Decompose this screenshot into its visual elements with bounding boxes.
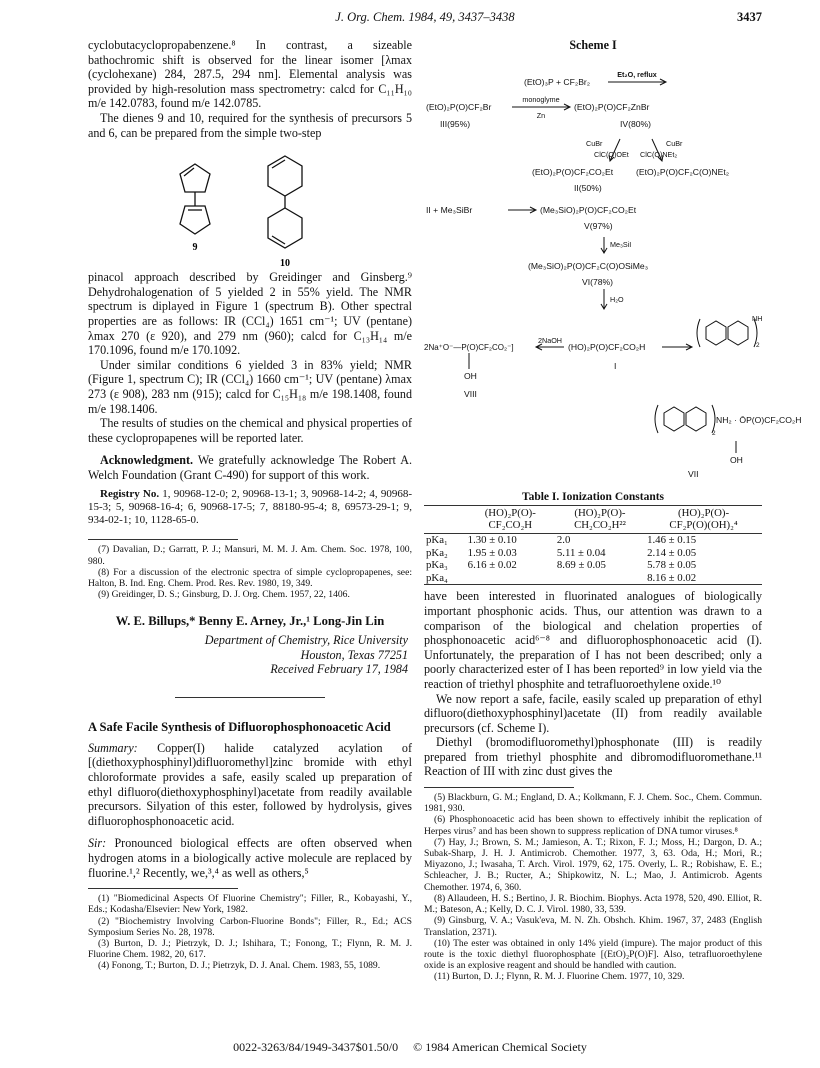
dienes-structures: [150, 146, 350, 270]
scheme-text: Zn: [536, 110, 546, 120]
paragraph: The results of studies on the chemical and physical properties of these cyclopropapenes will be reported later.: [88, 416, 412, 445]
ring: [706, 321, 726, 345]
table-header: [424, 506, 466, 534]
table-header: (HO)₂P(O)- CF₂CO₂H: [466, 506, 555, 534]
scheme-text: monoglyme: [522, 94, 560, 104]
scheme-title: Scheme I: [569, 38, 617, 52]
scheme-text: Et₂O, reflux: [617, 69, 657, 79]
paragraph: Diethyl (bromodifluoromethyl)phosphonate (III) is readily prepared from triethyl phosphite and dibromodifluoromethane.¹¹ Reaction of III with zinc dust gives the: [424, 735, 762, 779]
table-row: pKa₁ 1.30 ± 0.10 2.0 1.46 ± 0.15: [426, 533, 697, 546]
scheme-text: 2: [712, 429, 716, 437]
table-header-row: [424, 506, 762, 534]
footnote: (8) For a discussion of the electronic spectra of simple cyclopropapenes, see: Halton, B. Ind. Eng. Chem. Prod. Res. Rev. 1980, 19, 349.: [88, 566, 412, 590]
paragraph: cyclobutacyclopropabenzene.⁸ In contrast, a sizeable bathochromic shift is observed for the linear isomer [λmax (cyclohexane) 284, 287.5, 294 nm]. Elemental analysis was provided by high-resolution mass spectrometry: calcd for C₁₁H₁₀ m/e 142.0783, found m/e 142.0785.: [88, 38, 412, 111]
ring: [728, 321, 748, 345]
summary: Summary: Copper(I) halide catalyzed acylation of [(diethoxyphosphinyl)difluoromethyl]zinc bromide with ethyl chloroformate provides a safe, easily scaled up preparation of ethyl difluoro(diethoxyphosphinyl)acetate from readily available precursors. Silyation of this ester, followed by hydrolysis, gives difluorophosphonoacetic acid.: [88, 740, 412, 828]
scheme-text: CuBr: [586, 138, 603, 148]
authors: W. E. Billups,* Benny E. Arney, Jr.,¹ Long-Jin Lin: [115, 614, 385, 629]
sir-paragraph: Sir: Pronounced biological effects are often observed when hydrogen atoms in a biologically active molecule are replaced by fluorine.¹,² Recently, we,³,⁴ as well as others,⁵: [88, 836, 412, 880]
ring: [180, 164, 210, 192]
scheme-text: ClC(O)OEt: [594, 149, 629, 159]
compound-label: IV(80%): [620, 118, 652, 129]
scheme-text: (EtO)₂P(O)CF₂CO₂Et: [532, 166, 614, 177]
scheme-text: Me₃SiI: [610, 239, 632, 249]
acknowledgment: Acknowledgment. We gratefully acknowledge The Robert A. Welch Foundation (Grant C-490) for support of this work.: [88, 453, 412, 482]
paragraph: Under similar conditions 6 yielded 3 in 83% yield; NMR (Figure 1, spectrum C); IR (CCl₄) 1660 cm⁻¹; UV (pentane) λmax 273 (ε 908), 283 nm (915); calcd for C₁₅H₁₈ m/e 198.1408, found m/e 198.1406.: [88, 357, 412, 416]
scheme-text: (EtO)₂P(O)CF₂Br: [426, 101, 492, 112]
footnote: (4) Fonong, T.; Burton, D. J.; Pietrzyk, D. J. Anal. Chem. 1983, 55, 1089.: [98, 960, 381, 972]
footnote: (2) "Biochemistry Involving Carbon-Fluorine Bonds"; Filler, R., Ed.; ACS Symposium Series No. 28, 1978.: [88, 915, 412, 938]
scheme-text: 2: [756, 341, 760, 349]
footnote: (10) The ester was obtained in only 14% yield (impure). The major product of this route is the toxic diethyl fluorophosphate [(EtO)₂P(O)F]. Also, tetrafluoroethylene oxide is an explosive reagent and should be handled with caution.: [424, 937, 762, 972]
scheme-text: ClC(O)NEt₂: [640, 149, 678, 159]
ring: [686, 407, 706, 431]
footnote-rule: [88, 888, 238, 889]
table-row: pKa₃ 6.16 ± 0.02 8.69 ± 0.05 5.78 ± 0.05: [426, 559, 697, 572]
price-code: 0022-3263/84/1949-3437$01.50/0: [233, 1040, 399, 1054]
footnote-rule: [88, 539, 238, 540]
footnote: (9) Ginsburg, V. A.; Vasuk'eva, M. N. Zh. Obshch. Khim. 1967, 37, 2483 (English Translation, 2371).: [424, 915, 762, 938]
footnote: (8) Allaudeen, H. S.; Bertino, J. R. Biochim. Biophys. Acta 1978, 520, 490. Elliot, R. M.; Bateson, A.; Kelly, D. C. J. Virol. 1980, 33, 539.: [424, 892, 762, 916]
compound-label: VI(78%): [582, 276, 614, 287]
ring: [268, 208, 302, 248]
scheme-text: (EtO)₂P(O)CF₂ZnBr: [574, 101, 650, 112]
affiliation: Department of Chemistry, Rice University: [204, 633, 408, 648]
compound-label: I: [614, 360, 617, 371]
scheme-text: II + Me₃SiBr: [426, 204, 473, 215]
registry-numbers: Registry No. 1, 90968-12-0; 2, 90968-13-1; 3, 90968-14-2; 4, 90968-15-3; 5, 90968-16-4; 6, 90968-17-5; 7, 88180-95-4; 8, 69573-29-1; 9, 934-02-1; 10, 1128-65-0.: [88, 488, 413, 527]
scheme-i: [424, 57, 802, 481]
scheme-text: NH₂ · ŌP(O)CF₂CO₂H: [716, 414, 802, 425]
compound-label-9: 9: [192, 242, 198, 254]
left-column: [88, 38, 412, 972]
scheme-text: 2NaOH: [538, 335, 562, 345]
footnote: (9) Greidinger, D. S.; Ginsburg, D. J. Org. Chem. 1957, 22, 1406.: [98, 589, 350, 601]
scheme-text: (Me₃SiO)₂P(O)CF₂C(O)OSiMe₃: [528, 260, 649, 271]
copyright: © 1984 American Chemical Society: [413, 1040, 587, 1054]
scheme-text: H₂O: [610, 294, 624, 304]
article-title: A Safe Facile Synthesis of Difluorophosphonoacetic Acid: [88, 719, 391, 734]
footnote: (6) Phosphonoacetic acid has been shown to effectively inhibit the replication of Herpes virus⁷ and has been shown to suppress replication of DNA tumor viruses.⁸: [424, 814, 762, 837]
footnote: (7) Davalian, D.; Garratt, P. J.; Mansuri, M. M. J. Am. Chem. Soc. 1978, 100, 980.: [88, 544, 412, 567]
footnote: (5) Blackburn, G. M.; England, D. A.; Kolkmann, F. J. Chem. Soc., Chem. Commun. 1981, 930.: [424, 792, 762, 815]
ionization-table: [424, 505, 762, 586]
table-row: pKa₂ 1.95 ± 0.03 5.11 ± 0.04 2.14 ± 0.05: [426, 546, 697, 559]
scheme-text: (EtO)₂P(O)CF₂C(O)NEt₂: [636, 166, 730, 177]
running-header: [88, 10, 762, 28]
scheme-text: (Me₃SiO)₂P(O)CF₂CO₂Et: [540, 204, 637, 215]
compound-label: VII: [688, 468, 699, 479]
affiliation: Houston, Texas 77251: [300, 647, 408, 662]
paragraph: pinacol approach described by Greidinger and Ginsberg.⁹ Dehydrohalogenation of 5 yielded 2 in 55% yield. The NMR spectrum is diplayed in Figure 1 (spectrum B). Other spectral properties are as follows: IR (CCl₄) 1651 cm⁻¹; UV (pentane) λmax 270 (ε 920), and 279 nm (960); calcd for C₁₃H₁₄ m/e 170.1096, found m/e 170.1092.: [88, 270, 412, 358]
scheme-text: OH: [730, 454, 743, 465]
section-rule: [175, 697, 325, 698]
scheme-text: (HO)₂P(O)CF₂CO₂H: [568, 341, 646, 352]
received-date: Received February 17, 1984: [270, 662, 408, 677]
paragraph: We now report a safe, facile, easily scaled up preparation of ethyl difluoro(diethoxyphosphinyl)acetate (II) from readily available precursors (cf. Scheme I).: [424, 691, 762, 735]
footnote-rule: [424, 787, 574, 788]
scheme-text: NH: [752, 313, 763, 323]
ring: [664, 407, 684, 431]
compound-label-10: 10: [280, 258, 290, 270]
compound-label: II(50%): [574, 182, 602, 193]
journal-citation: J. Org. Chem. 1984, 49, 3437–3438: [335, 10, 515, 24]
footnote: (3) Burton, D. J.; Pietrzyk, D. J.; Ishihara, T.; Fonong, T.; Flynn, R. M. J. Fluorine Chem. 1982, 20, 617.: [88, 938, 412, 961]
footnote: (11) Burton, D. J.; Flynn, R. M. J. Fluorine Chem. 1977, 10, 329.: [434, 971, 685, 983]
table-title: Table I. Ionization Constants: [521, 491, 665, 504]
table-row: pKa₄ 8.16 ± 0.02: [424, 572, 762, 585]
footnote: (1) "Biomedicinal Aspects Of Fluorine Chemistry"; Filler, R., Kobayashi, Y., Eds.; Kodasha/Elsevier: New York, 1982.: [88, 893, 412, 916]
ack-heading: Acknowledgment.: [100, 453, 194, 468]
scheme-text: CuBr: [666, 138, 683, 148]
paragraph: have been interested in fluorinated analogues of biologically important phosphonic acids. Thus, our attention was drawn to a comparison of the biological and chelation properties of phosphonoacetic acid⁶⁻⁸ and difluorophosphonoacetic acid (I). Unfortunately, the preparation of I has not been described; only a poorly characterized ester of I has been reported⁹ in low yield via the reaction of triethyl phosphite and tetrafluoroethylene oxide.¹⁰: [424, 589, 762, 691]
table-header: (HO)₂P(O)- CF₂P(O)(OH)₂⁴: [645, 506, 762, 534]
scheme-text: (EtO)₃P + CF₂Br₂: [524, 76, 591, 87]
scheme-text: 2Na⁺O⁻—P(O)CF₂CO₂⁻]: [424, 342, 514, 352]
right-column: [424, 38, 802, 983]
page-number: 3437: [737, 10, 762, 24]
table-header: (HO)₂P(O)- CH₂CO₂H²²: [555, 506, 645, 534]
paragraph: The dienes 9 and 10, required for the synthesis of precursors 5 and 6, can be prepared from the simple two-step: [88, 110, 412, 140]
ring: [268, 156, 302, 196]
page-footer: [0, 1040, 820, 1055]
compound-label: III(95%): [440, 118, 471, 129]
compound-label: V(97%): [584, 220, 613, 231]
footnote: (7) Hay, J.; Brown, S. M.; Jamieson, A. T.; Rixon, F. J.; Moss, H.; Dargon, D. A.; Subak-Sharp, J. H. J. Antimicrob. Chemother. 1977, 3, 63. Oda, H.; Mori, R.; Miyazono, J.; Iwasaha, T. Arch. Virol. 1979, 62, 175. Overly, L. R.; Robishaw, E. E.; Schleacher, J. B.; Ructer, A.; Shipkowitz, N. L.; Mao, J. Antimicrob. Agents Chemother. 1974, 6, 360.: [424, 836, 762, 893]
compound-label: VIII: [464, 388, 477, 399]
scheme-text: OH: [464, 370, 477, 381]
